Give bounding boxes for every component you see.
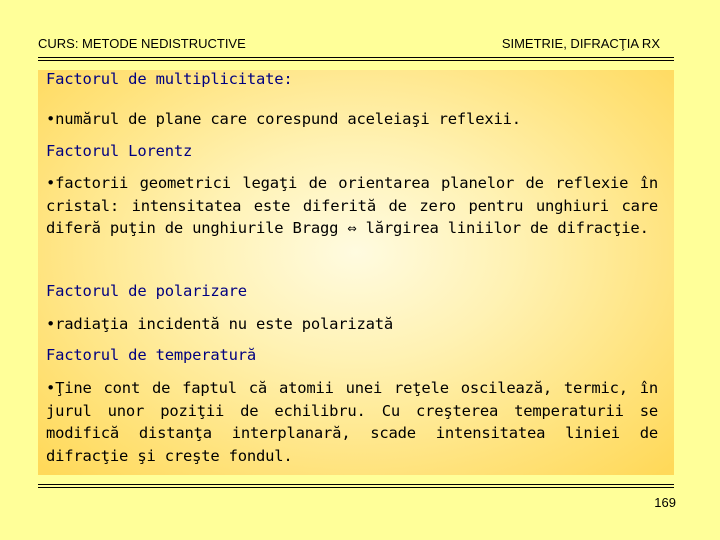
text-lorentz-factor: •factorii geometrici legaţi de orientarea planelor de reflexie în cristal: intensitatea este diferită de zero pentru unghiuri care diferă puţin de unghiurile Bragg ⇔ lărgirea liniilor de difracţie. <box>46 174 658 237</box>
chapter-title: SIMETRIE, DIFRACŢIA RX <box>501 36 660 51</box>
course-title: CURS: METODE NEDISTRUCTIVE <box>38 36 246 51</box>
header-divider <box>38 57 674 61</box>
heading-multiplicity-factor: Factorul de multiplicitate: <box>46 70 293 88</box>
content-panel <box>38 70 674 475</box>
page-number: 169 <box>654 495 676 510</box>
text-polarization-factor: •radiaţia incidentă nu este polarizată <box>46 315 394 333</box>
heading-temperature-factor: Factorul de temperatură <box>46 346 257 364</box>
heading-polarization-factor: Factorul de polarizare <box>46 282 247 300</box>
heading-lorentz-factor: Factorul Lorentz <box>46 142 193 160</box>
text-temperature-factor: •Ţine cont de faptul că atomii unei reţele oscilează, termic, în jurul unor poziţii de echilibru. Cu creşterea temperaturii se modifică distanţa interplanară, scade intensitatea liniei de difracţie şi creşte fondul. <box>46 379 658 465</box>
text-multiplicity-factor: •numărul de plane care corespund aceleiaşi reflexii. <box>46 110 521 128</box>
footer-divider <box>38 484 674 488</box>
